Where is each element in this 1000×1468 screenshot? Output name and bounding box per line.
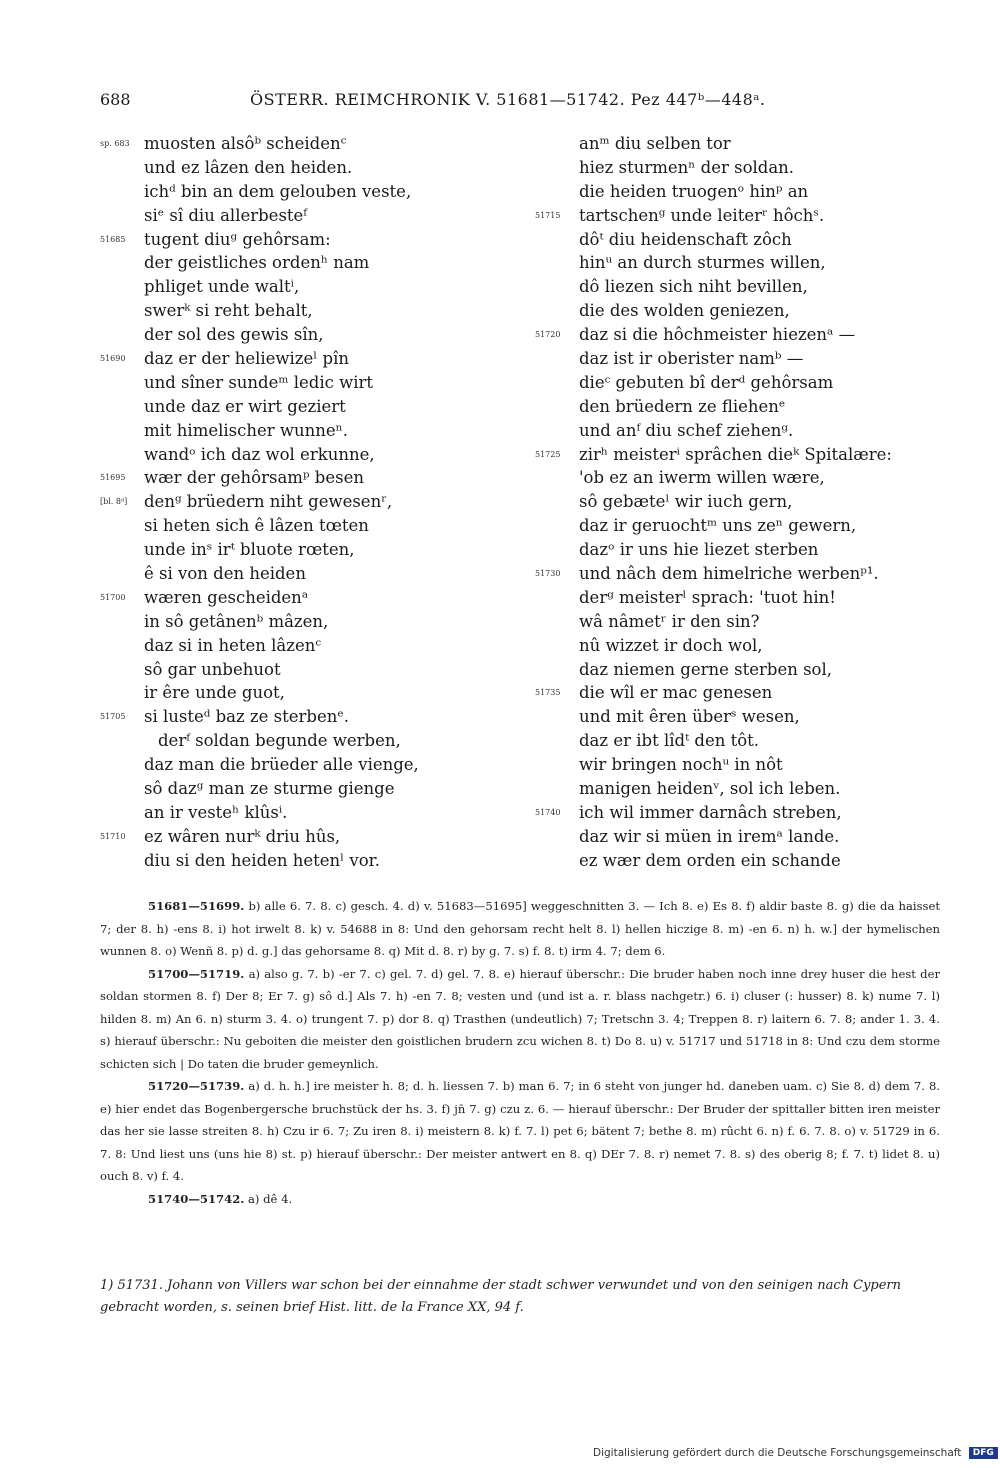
verse-text: nû wizzet ir doch wol, bbox=[579, 635, 763, 655]
verse-text: daz niemen gerne sterben sol, bbox=[579, 659, 833, 679]
verse-line bbox=[100, 275, 520, 299]
verse-line bbox=[535, 180, 955, 204]
verse-text: an ir vesteʰ klûsⁱ. bbox=[144, 802, 288, 822]
verse-text: mit himelischer wunneⁿ. bbox=[144, 420, 349, 440]
verse-text: muosten alsôᵇ scheidenᶜ bbox=[144, 134, 347, 153]
apparatus-notes: a) also g. 7. b) -er 7. c) gel. 7. d) gel. 7. 8. e) hierauf überschr.: Die bruder haben noch inne drey huser die hest der soldan stormen 8. f) Der 8; Er 7. g) sô d.] Als 7. h) -en 7. 8; vesten und (und ist a. r. blass nachgetr.) 6. i) cluser (: husser) 8. k) nume 7. l) hilden 8. m) An 6. n) sturm 3. 4. o) trungent 7. p) dor 8. q) Trasthen (undeutlich) 7; Tretschn 3. 4; Treppen 8. r) laitern 6. 7. 8; ander 1. 3. 4. s) hierauf überschr.: Nu geboiten die meister den goistlichen brudern zcu wichen 8. t) Do 8. u) v. 51717 und 51718 in 8: Und czu dem storme schicten sich | Do taten die bruder gemeynlich. bbox=[100, 966, 941, 1071]
verse-text: in sô getânenᵇ mâzen, bbox=[144, 611, 329, 631]
apparatus-block bbox=[100, 1075, 940, 1188]
verse-line bbox=[535, 849, 955, 873]
apparatus-notes: a) d. h. h.] ire meister h. 8; d. h. liessen 7. b) man 6. 7; in 6 steht von junger hd. daneben uam. c) Sie 8. d) dem 7. 8. e) hier endet das Bogenbergersche bruchstück der hs. 3. f) jn̄ 7. g) czu z. 6. — hierauf überschr.: Der Bruder der spittaller bitten iren meister das her sie lasse streiten 8. h) Czu ir 6. 7; Zu iren 8. i) meistern 8. k) f. 7. l) pet 6; bätent 7; bethe 8. m) rûcht 6. n) f. 6. 7. 8. o) v. 51729 in 6. 7. 8: Und liest uns (uns hie 8) st. p) hierauf überschr.: Der meister antwert en 8. q) DEr 7. 8. r) nemet 7. 8. s) des oberig 8; f. 7. t) lidet 8. u) ouch 8. v) f. 4. bbox=[100, 1079, 941, 1183]
line-number: 51700 bbox=[100, 592, 126, 602]
verse-line bbox=[535, 658, 955, 682]
verse-text: anᵐ diu selben tor bbox=[579, 134, 731, 153]
verse-text: die des wolden geniezen, bbox=[579, 301, 790, 321]
verse-line bbox=[535, 586, 955, 610]
verse-line bbox=[100, 729, 520, 753]
verse-line bbox=[100, 347, 520, 371]
verse-text: und sîner sundeᵐ ledic wirt bbox=[144, 372, 374, 392]
verse-text: sô gebæteˡ wir iuch gern, bbox=[579, 492, 793, 512]
verse-text: ir êre unde guot, bbox=[144, 683, 285, 703]
verse-line bbox=[100, 443, 520, 467]
line-number: 51690 bbox=[100, 354, 126, 364]
verse-text: tugent diuᵍ gehôrsam: bbox=[144, 229, 331, 249]
verse-text: dô liezen sich niht bevillen, bbox=[579, 277, 808, 297]
verse-line bbox=[535, 299, 955, 323]
verse-column-left bbox=[100, 132, 520, 873]
verse-column-right bbox=[535, 132, 955, 873]
verse-text: ê si von den heiden bbox=[144, 564, 306, 584]
line-number: [bl. 8ᵈ] bbox=[100, 497, 128, 507]
apparatus-block bbox=[100, 895, 940, 963]
line-number: 51710 bbox=[100, 831, 126, 841]
verse-text: daz ist ir oberister namᵇ — bbox=[579, 349, 804, 369]
verse-line bbox=[100, 371, 520, 395]
verse-text: wir bringen nochᵘ in nôt bbox=[579, 755, 783, 775]
verse-text: hinᵘ an durch sturmes willen, bbox=[579, 253, 826, 273]
verse-line bbox=[100, 419, 520, 443]
verse-line bbox=[535, 801, 955, 825]
verse-line bbox=[100, 801, 520, 825]
verse-text: ez wær dem orden ein schande bbox=[579, 850, 841, 870]
verse-line bbox=[535, 610, 955, 634]
verse-text: derᵍ meisterˡ sprach: 'tuot hin! bbox=[579, 587, 836, 607]
apparatus-notes: b) alle 6. 7. 8. c) gesch. 4. d) v. 51683—51695] weggeschnitten 3. — Ich 8. e) Es 8. f) aldir baste 8. g) die da haisset 7; der 8. h) -ens 8. i) hot irwelt 8. k) v. 54688 in 8: Und den gehorsam recht helt 8. l) hellen hiczige 8. m) -en 6. n) h. w.] der hymelischen wunnen 8. o) Wenñ 8. p) d. g.] das gehorsame 8. q) Mit d. 8. r) by g. 7. s) f. 8. t) irm 4. 7; dem 6. bbox=[100, 899, 941, 958]
verse-text: daz er ibt lîdᵗ den tôt. bbox=[579, 731, 760, 751]
verse-text: unde daz er wirt geziert bbox=[144, 396, 346, 416]
verse-line bbox=[535, 634, 955, 658]
verse-text: sô dazᵍ man ze sturme gienge bbox=[144, 779, 395, 799]
verse-text: phliget unde waltⁱ, bbox=[144, 277, 300, 297]
apparatus-range: 51740—51742. bbox=[148, 1191, 245, 1206]
verse-line bbox=[535, 323, 955, 347]
verse-text: unde inˢ irᵗ bluote rœten, bbox=[144, 540, 355, 560]
verse-text: denᵍ brüedern niht gewesenʳ, bbox=[144, 492, 393, 512]
verse-line bbox=[100, 180, 520, 204]
verse-line bbox=[100, 658, 520, 682]
verse-line bbox=[100, 395, 520, 419]
verse-text: den brüedern ze fliehenᵉ bbox=[579, 396, 786, 416]
apparatus-range: 51720—51739. bbox=[148, 1079, 245, 1093]
running-title: ÖSTERR. REIMCHRONIK V. 51681—51742. Pez 447ᵇ—448ᵃ. bbox=[250, 90, 766, 109]
verse-text: und ez lâzen den heiden. bbox=[144, 157, 353, 177]
verse-line bbox=[100, 825, 520, 849]
verse-line bbox=[100, 490, 520, 514]
verse-text: dôᵗ diu heidenschaft zôch bbox=[579, 229, 792, 249]
verse-line bbox=[535, 538, 955, 562]
verse-text: wær der gehôrsamᵖ besen bbox=[144, 468, 364, 488]
verse-line bbox=[100, 681, 520, 705]
verse-text: 'ob ez an iwerm willen wære, bbox=[579, 468, 825, 488]
apparatus-notes: a) dê 4. bbox=[248, 1191, 293, 1206]
verse-line bbox=[535, 729, 955, 753]
verse-line bbox=[535, 443, 955, 467]
verse-text: wæren gescheidenᵃ bbox=[144, 587, 309, 607]
line-number: 51720 bbox=[535, 330, 561, 340]
verse-line bbox=[535, 514, 955, 538]
verse-text: und mit êren überˢ wesen, bbox=[579, 707, 800, 727]
verse-line bbox=[535, 275, 955, 299]
verse-line bbox=[535, 371, 955, 395]
verse-text: siᵉ sî diu allerbesteᶠ bbox=[144, 205, 307, 225]
verse-line bbox=[535, 347, 955, 371]
verse-line bbox=[535, 777, 955, 801]
verse-line bbox=[100, 849, 520, 873]
verse-text: und anᶠ diu schef ziehenᵍ. bbox=[579, 420, 794, 440]
verse-text: tartschenᵍ unde leiterʳ hôchˢ. bbox=[579, 205, 825, 225]
apparatus-block bbox=[100, 963, 940, 1076]
critical-apparatus bbox=[100, 895, 940, 1210]
verse-line bbox=[100, 204, 520, 228]
verse-line bbox=[100, 466, 520, 490]
verse-text: ichᵈ bin an dem gelouben veste, bbox=[144, 181, 412, 201]
verse-text: daz si in heten lâzenᶜ bbox=[144, 635, 322, 655]
verse-text: swerᵏ si reht behalt, bbox=[144, 301, 313, 321]
verse-text: daz ir geruochtᵐ uns zeⁿ gewern, bbox=[579, 516, 857, 536]
footnote: 1) 51731. Johann von Villers war schon bei der einnahme der stadt schwer verwundet und von den seinigen nach Cypern gebracht worden, s. seinen brief Hist. litt. de la France XX, 94 f. bbox=[100, 1278, 902, 1315]
verse-text: der geistliches ordenʰ nam bbox=[144, 253, 370, 273]
verse-text: dazᵒ ir uns hie liezet sterben bbox=[579, 540, 819, 560]
verse-line bbox=[535, 466, 955, 490]
apparatus-block bbox=[100, 1188, 940, 1211]
verse-line bbox=[535, 251, 955, 275]
verse-line bbox=[535, 156, 955, 180]
verse-text: daz er der heliewizeˡ pîn bbox=[144, 349, 349, 369]
verse-line bbox=[100, 323, 520, 347]
verse-line bbox=[100, 610, 520, 634]
line-number: 51705 bbox=[100, 712, 126, 722]
verse-line bbox=[535, 681, 955, 705]
verse-line bbox=[535, 490, 955, 514]
verse-line bbox=[535, 132, 955, 156]
verse-text: daz si die hôchmeister hiezenᵃ — bbox=[579, 325, 856, 345]
verse-line bbox=[100, 586, 520, 610]
line-number: 51695 bbox=[100, 473, 126, 483]
verse-text: wâ nâmetʳ ir den sin? bbox=[579, 611, 760, 631]
verse-line bbox=[100, 132, 520, 156]
verse-text: die wîl er mac genesen bbox=[579, 683, 773, 703]
verse-text: ich wil immer darnâch streben, bbox=[579, 802, 842, 822]
line-number: sp. 683 bbox=[100, 139, 130, 148]
line-number: 51730 bbox=[535, 569, 561, 579]
page-number: 688 bbox=[100, 90, 131, 109]
verse-text: wandᵒ ich daz wol erkunne, bbox=[144, 444, 375, 464]
verse-line bbox=[100, 562, 520, 586]
verse-text: hiez sturmenⁿ der soldan. bbox=[579, 157, 795, 177]
verse-line bbox=[100, 538, 520, 562]
verse-line bbox=[535, 204, 955, 228]
verse-text: si lusteᵈ baz ze sterbenᵉ. bbox=[144, 707, 349, 727]
verse-line bbox=[100, 228, 520, 252]
verse-line bbox=[535, 419, 955, 443]
dfg-logo: DFG bbox=[969, 1447, 998, 1459]
verse-line bbox=[100, 251, 520, 275]
verse-line bbox=[535, 562, 955, 586]
verse-text: si heten sich ê lâzen tœten bbox=[144, 516, 369, 536]
credit-text: Digitalisierung gefördert durch die Deutsche Forschungsgemeinschaft bbox=[593, 1447, 962, 1459]
verse-line bbox=[535, 395, 955, 419]
line-number: 51740 bbox=[535, 807, 561, 817]
verse-text: der sol des gewis sîn, bbox=[144, 325, 324, 345]
verse-text: sô gar unbehuot bbox=[144, 659, 281, 679]
verse-line bbox=[100, 156, 520, 180]
verse-line bbox=[535, 753, 955, 777]
digitization-credit bbox=[593, 1447, 998, 1459]
verse-text: zirʰ meisterⁱ sprâchen dieᵏ Spitalære: bbox=[579, 444, 892, 464]
verse-text: dieᶜ gebuten bî derᵈ gehôrsam bbox=[579, 372, 834, 392]
verse-text: manigen heidenᵛ, sol ich leben. bbox=[579, 779, 841, 799]
apparatus-range: 51700—51719. bbox=[148, 966, 245, 981]
line-number: 51735 bbox=[535, 688, 561, 698]
verse-text: derᶠ soldan begunde werben, bbox=[158, 731, 401, 751]
verse-line bbox=[100, 514, 520, 538]
verse-line bbox=[100, 705, 520, 729]
verse-text: daz man die brüeder alle vienge, bbox=[144, 755, 419, 775]
verse-line bbox=[100, 299, 520, 323]
page-header bbox=[100, 90, 940, 114]
line-number: 51725 bbox=[535, 449, 561, 459]
line-number: 51685 bbox=[100, 234, 126, 244]
verse-text: daz wir si müen in iremᵃ lande. bbox=[579, 826, 840, 846]
verse-line bbox=[100, 634, 520, 658]
line-number: 51715 bbox=[535, 210, 561, 220]
verse-text: diu si den heiden hetenˡ vor. bbox=[144, 850, 381, 870]
verse-text: ez wâren nurᵏ driu hûs, bbox=[144, 826, 341, 846]
verse-line bbox=[535, 825, 955, 849]
apparatus-range: 51681—51699. bbox=[148, 899, 245, 913]
verse-line bbox=[100, 753, 520, 777]
verse-text: und nâch dem himelriche werbenᵖ¹. bbox=[579, 564, 879, 584]
verse-text: die heiden truogenᵒ hinᵖ an bbox=[579, 181, 809, 201]
verse-line bbox=[535, 228, 955, 252]
verse-line bbox=[535, 705, 955, 729]
verse-line bbox=[100, 777, 520, 801]
